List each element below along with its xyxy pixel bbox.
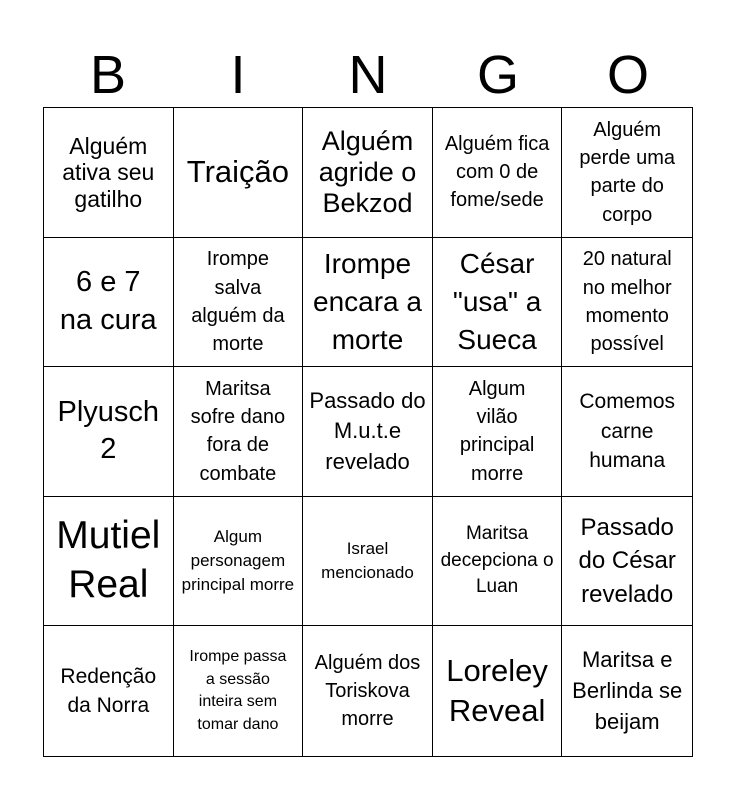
bingo-header — [43, 44, 693, 106]
bingo-cell[interactable]: Maritsa decepciona o Luan — [433, 497, 563, 627]
bingo-cell[interactable]: Passado do M.u.t.e revelado — [303, 367, 433, 497]
bingo-cell[interactable]: 6 e 7 na cura — [44, 238, 174, 368]
bingo-cell[interactable]: Loreley Reveal — [433, 626, 563, 756]
bingo-cell[interactable]: Alguém perde uma parte do corpo — [562, 108, 692, 238]
bingo-cell[interactable]: Algum personagem principal morre — [174, 497, 304, 627]
bingo-cell[interactable]: Irompe salva alguém da morte — [174, 238, 304, 368]
bingo-cell[interactable]: Passado do César revelado — [562, 497, 692, 627]
bingo-cell[interactable]: 20 natural no melhor momento possível — [562, 238, 692, 368]
bingo-cell[interactable]: César "usa" a Sueca — [433, 238, 563, 368]
bingo-cell[interactable]: Mutiel Real — [44, 497, 174, 627]
header-letter-n: N — [348, 45, 388, 105]
header-letter-b: B — [89, 45, 127, 105]
bingo-cell[interactable]: Plyusch 2 — [44, 367, 174, 497]
bingo-cell[interactable]: Irompe passa a sessão inteira sem tomar dano — [174, 626, 304, 756]
bingo-cell[interactable]: Comemos carne humana — [562, 367, 692, 497]
bingo-cell[interactable]: Alguém fica com 0 de fome/sede — [433, 108, 563, 238]
bingo-cell[interactable]: Traição — [174, 108, 304, 238]
bingo-cell[interactable]: Redenção da Norra — [44, 626, 174, 756]
bingo-cell[interactable]: Irompe encara a morte — [303, 238, 433, 368]
bingo-cell[interactable]: Alguém agride o Bekzod — [303, 108, 433, 238]
header-letter-i: I — [230, 45, 246, 105]
bingo-cell[interactable]: Alguém ativa seu gatilho — [44, 108, 174, 238]
bingo-cell[interactable]: Alguém dos Toriskova morre — [303, 626, 433, 756]
header-letter-o: O — [606, 45, 649, 105]
bingo-cell[interactable]: Maritsa e Berlinda se beijam — [572, 647, 683, 734]
bingo-cell[interactable]: Israel mencionado — [303, 497, 433, 627]
bingo-cell[interactable]: Maritsa sofre dano fora de combate — [174, 367, 304, 497]
bingo-cell[interactable]: Algum vilão principal morre — [433, 367, 563, 497]
bingo-card-grid — [43, 107, 693, 757]
header-letter-g: G — [476, 45, 519, 105]
